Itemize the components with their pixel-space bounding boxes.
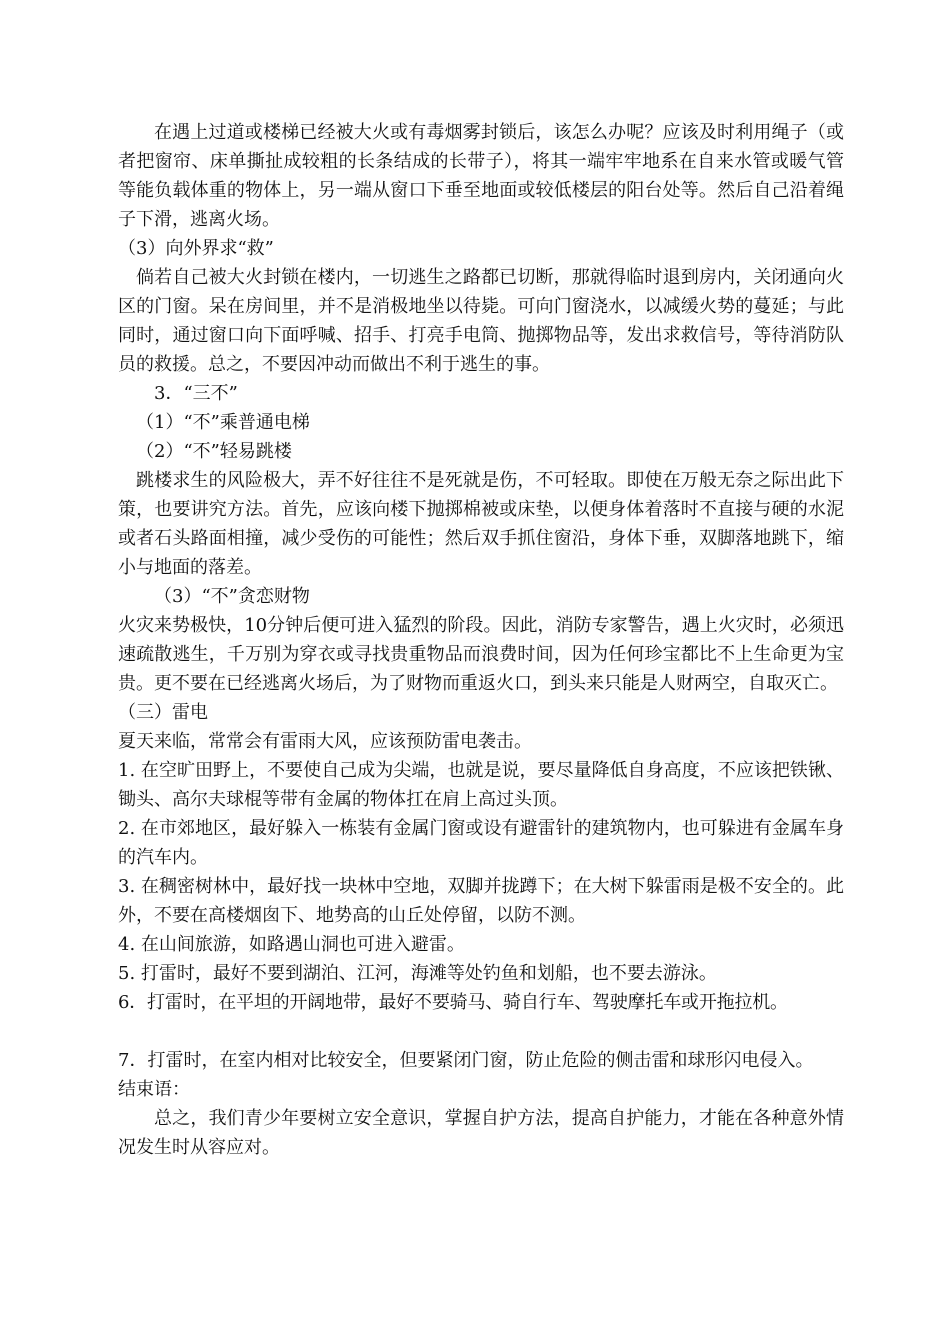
paragraph-jumping: 跳楼求生的风险极大，弄不好往往不是死就是伤，不可轻取。即使在万般无奈之际出此下策，也要讲究方法。首先，应该向楼下抛掷棉被或床垫，以便身体着落时不直接与硬的水泥或者石头路面相撞，减少受伤的可能性；然后双手抓住窗沿，身体下垂，双脚落地跳下，缩小与地面的落差。 <box>118 470 844 578</box>
list-item-lightning-4: 4. 在山间旅游，如路遇山洞也可进入避雷。 <box>118 934 465 955</box>
paragraph-seek-help: 倘若自己被大火封锁在楼内，一切逃生之路都已切断，那就得临时退到房内，关闭通向火区的门窗。呆在房间里，并不是消极地坐以待毙。可向门窗浇水，以减缓火势的蔓延；与此同时，通过窗口向下面呼喊、招手、打亮手电筒、抛掷物品等，发出求救信号，等待消防队员的救援。总之，不要因冲动而做出不利于逃生的事。 <box>118 267 844 375</box>
paragraph-rope-escape: 在遇上过道或楼梯已经被大火或有毒烟雾封锁后，该怎么办呢？应该及时利用绳子（或者把窗帘、床单撕扯成较粗的长条结成的长带子），将其一端牢牢地系在自来水管或暖气管等能负载体重的物体上，另一端从窗口下垂至地面或较低楼层的阳台处等。然后自己沿着绳子下滑，逃离火场。 <box>118 122 844 230</box>
list-item-lightning-6: 6．打雷时，在平坦的开阔地带，最好不要骑马、骑自行车、驾驶摩托车或开拖拉机。 <box>118 992 788 1013</box>
list-item-lightning-2: 2. 在市郊地区，最好躲入一栋装有金属门窗或设有避雷针的建筑物内，也可躲进有金属车身的汽车内。 <box>118 818 844 868</box>
heading-seek-help: （3）向外界求“救” <box>118 238 274 259</box>
blank-line <box>118 1017 844 1046</box>
list-item-lightning-1: 1. 在空旷田野上，不要使自己成为尖端，也就是说，要尽量降低自身高度，不应该把铁锹、锄头、高尔夫球棍等带有金属的物体扛在肩上高过头顶。 <box>118 760 844 810</box>
paragraph-lightning-intro: 夏天来临，常常会有雷雨大风，应该预防雷电袭击。 <box>118 731 532 752</box>
list-item-lightning-7: 7．打雷时，在室内相对比较安全，但要紧闭门窗，防止危险的侧击雷和球形闪电侵入。 <box>118 1050 814 1071</box>
heading-lightning: （三）雷电 <box>118 702 208 723</box>
document-page <box>118 118 844 1162</box>
heading-conclusion: 结束语： <box>118 1079 190 1100</box>
paragraph-conclusion: 总之，我们青少年要树立安全意识，掌握自护方法，提高自护能力，才能在各种意外情况发生时从容应对。 <box>118 1108 844 1158</box>
heading-no-elevator: （1）“不”乘普通电梯 <box>136 412 310 433</box>
list-item-lightning-3: 3. 在稠密树林中，最好找一块林中空地，双脚并拢蹲下；在大树下躲雷雨是极不安全的。此外，不要在高楼烟囱下、地势高的山丘处停留，以防不测。 <box>118 876 844 926</box>
heading-no-jumping: （2）“不”轻易跳楼 <box>136 441 292 462</box>
paragraph-property: 火灾来势极快，10分钟后便可进入猛烈的阶段。因此，消防专家警告，遇上火灾时，必须迅速疏散逃生，千万别为穿衣或寻找贵重物品而浪费时间，因为任何珍宝都比不上生命更为宝贵。更不要在已经逃离火场后，为了财物而重返火口，到头来只能是人财两空，自取灭亡。 <box>118 615 844 694</box>
list-item-lightning-5: 5. 打雷时，最好不要到湖泊、江河，海滩等处钓鱼和划船，也不要去游泳。 <box>118 963 717 984</box>
heading-no-property: （3）“不”贪恋财物 <box>154 586 310 607</box>
heading-three-donts: 3．“三不” <box>154 383 238 404</box>
